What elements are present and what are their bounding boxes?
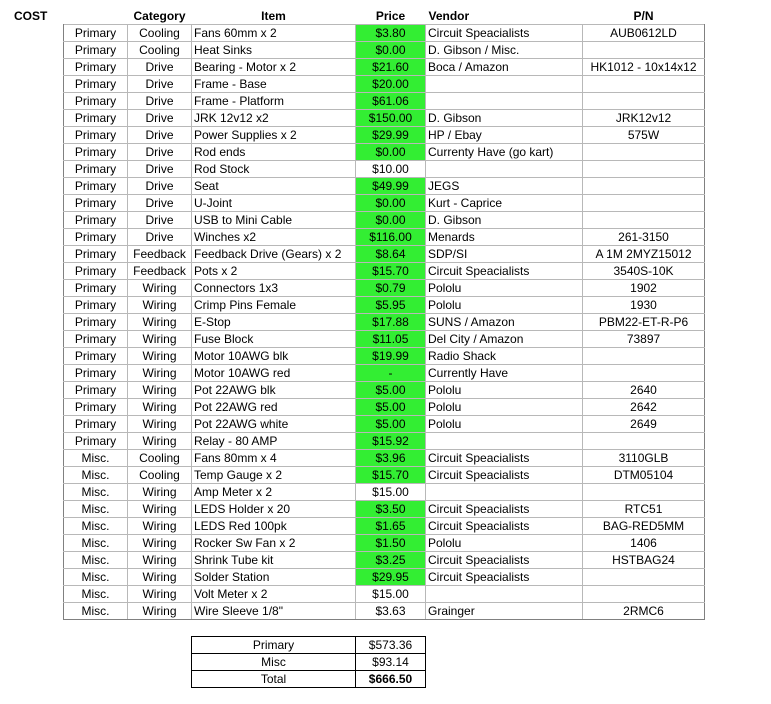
cell-pn[interactable] bbox=[583, 348, 705, 365]
cell-source[interactable]: Misc. bbox=[64, 535, 128, 552]
cell-pn[interactable] bbox=[583, 586, 705, 603]
table-row[interactable] bbox=[64, 365, 705, 382]
table-row[interactable] bbox=[64, 535, 705, 552]
cell-item[interactable]: Motor 10AWG blk bbox=[192, 348, 356, 365]
cell-pn[interactable] bbox=[583, 76, 705, 93]
cell-vendor[interactable]: JEGS bbox=[426, 178, 583, 195]
cost-table bbox=[63, 8, 705, 620]
cell-pn[interactable]: A 1M 2MYZ15012 bbox=[583, 246, 705, 263]
table-row[interactable] bbox=[64, 484, 705, 501]
cell-source[interactable]: Misc. bbox=[64, 552, 128, 569]
cell-source[interactable]: Primary bbox=[64, 246, 128, 263]
cell-vendor[interactable]: Radio Shack bbox=[426, 348, 583, 365]
cell-vendor[interactable] bbox=[426, 484, 583, 501]
cell-pn[interactable]: 2642 bbox=[583, 399, 705, 416]
table-row[interactable] bbox=[64, 382, 705, 399]
cell-item[interactable]: Volt Meter x 2 bbox=[192, 586, 356, 603]
cell-category[interactable]: Wiring bbox=[128, 569, 192, 586]
table-row[interactable] bbox=[64, 144, 705, 161]
cell-item[interactable]: LEDS Red 100pk bbox=[192, 518, 356, 535]
cell-pn[interactable]: PBM22-ET-R-P6 bbox=[583, 314, 705, 331]
cell-vendor[interactable]: Grainger bbox=[426, 603, 583, 620]
table-row[interactable] bbox=[64, 110, 705, 127]
cell-vendor[interactable] bbox=[426, 433, 583, 450]
table-row[interactable] bbox=[64, 433, 705, 450]
cell-category[interactable]: Drive bbox=[128, 229, 192, 246]
cell-category[interactable]: Wiring bbox=[128, 433, 192, 450]
header-source bbox=[64, 8, 128, 25]
cell-pn[interactable] bbox=[583, 365, 705, 382]
cell-price[interactable]: $19.99 bbox=[356, 348, 426, 365]
cell-vendor[interactable]: Pololu bbox=[426, 280, 583, 297]
cell-pn[interactable]: 1930 bbox=[583, 297, 705, 314]
table-row[interactable] bbox=[64, 586, 705, 603]
cell-price[interactable]: $15.00 bbox=[356, 586, 426, 603]
cell-source[interactable]: Primary bbox=[64, 59, 128, 76]
cell-source[interactable]: Primary bbox=[64, 331, 128, 348]
cell-vendor[interactable]: Circuit Speacialists bbox=[426, 569, 583, 586]
cell-category[interactable]: Wiring bbox=[128, 518, 192, 535]
cell-item[interactable]: Motor 10AWG red bbox=[192, 365, 356, 382]
cell-vendor[interactable]: SDP/SI bbox=[426, 246, 583, 263]
table-row[interactable] bbox=[64, 25, 705, 42]
cell-source[interactable]: Primary bbox=[64, 263, 128, 280]
cell-category[interactable]: Wiring bbox=[128, 399, 192, 416]
cell-category[interactable]: Cooling bbox=[128, 467, 192, 484]
cell-pn[interactable]: 1406 bbox=[583, 535, 705, 552]
cell-source[interactable]: Primary bbox=[64, 178, 128, 195]
cell-pn[interactable] bbox=[583, 42, 705, 59]
table-row[interactable] bbox=[64, 297, 705, 314]
header-category: Category bbox=[133, 8, 186, 23]
cell-vendor[interactable]: Circuit Speacialists bbox=[426, 263, 583, 280]
header-item: Item bbox=[261, 8, 286, 23]
cell-vendor[interactable] bbox=[426, 586, 583, 603]
cell-pn[interactable]: 1902 bbox=[583, 280, 705, 297]
cell-vendor[interactable]: Circuit Speacialists bbox=[426, 552, 583, 569]
cell-pn[interactable] bbox=[583, 144, 705, 161]
cell-price[interactable]: $150.00 bbox=[356, 110, 426, 127]
cell-source[interactable]: Misc. bbox=[64, 586, 128, 603]
cell-price[interactable]: $0.79 bbox=[356, 280, 426, 297]
cell-source[interactable]: Misc. bbox=[64, 569, 128, 586]
table-row[interactable] bbox=[64, 331, 705, 348]
totals-value: $93.14 bbox=[356, 654, 426, 671]
cell-vendor[interactable] bbox=[426, 161, 583, 178]
cell-vendor[interactable]: SUNS / Amazon bbox=[426, 314, 583, 331]
cell-price[interactable]: $49.99 bbox=[356, 178, 426, 195]
table-row[interactable] bbox=[64, 59, 705, 76]
totals-label: Primary bbox=[192, 637, 356, 654]
cell-source[interactable]: Misc. bbox=[64, 603, 128, 620]
cell-item[interactable]: Pot 22AWG white bbox=[192, 416, 356, 433]
header-vendor: Vendor bbox=[428, 8, 470, 23]
table-row[interactable] bbox=[64, 518, 705, 535]
cell-price[interactable]: $5.95 bbox=[356, 297, 426, 314]
cell-item[interactable]: Pot 22AWG blk bbox=[192, 382, 356, 399]
cell-vendor[interactable]: HP / Ebay bbox=[426, 127, 583, 144]
cell-pn[interactable]: 2649 bbox=[583, 416, 705, 433]
totals-table bbox=[191, 636, 426, 688]
cell-vendor[interactable]: Del City / Amazon bbox=[426, 331, 583, 348]
cell-category[interactable]: Wiring bbox=[128, 501, 192, 518]
cell-category[interactable]: Drive bbox=[128, 93, 192, 110]
cell-source[interactable]: Primary bbox=[64, 212, 128, 229]
cell-category[interactable]: Cooling bbox=[128, 25, 192, 42]
cell-price[interactable]: $15.92 bbox=[356, 433, 426, 450]
cell-vendor[interactable]: Circuit Speacialists bbox=[426, 501, 583, 518]
cell-category[interactable]: Wiring bbox=[128, 416, 192, 433]
cell-source[interactable]: Misc. bbox=[64, 450, 128, 467]
cell-price[interactable]: $10.00 bbox=[356, 161, 426, 178]
cell-pn[interactable] bbox=[583, 161, 705, 178]
cell-vendor[interactable]: Circuit Speacialists bbox=[426, 518, 583, 535]
cell-source[interactable]: Primary bbox=[64, 433, 128, 450]
cell-source[interactable]: Primary bbox=[64, 280, 128, 297]
cell-category[interactable]: Wiring bbox=[128, 552, 192, 569]
cell-price[interactable]: $21.60 bbox=[356, 59, 426, 76]
cell-pn[interactable] bbox=[583, 212, 705, 229]
cell-vendor[interactable]: Pololu bbox=[426, 297, 583, 314]
cell-source[interactable]: Misc. bbox=[64, 518, 128, 535]
cell-vendor[interactable]: Currently Have bbox=[426, 365, 583, 382]
cell-vendor[interactable]: Circuit Speacialists bbox=[426, 450, 583, 467]
cell-price[interactable]: $8.64 bbox=[356, 246, 426, 263]
cell-item[interactable]: Rod Stock bbox=[192, 161, 356, 178]
cell-source[interactable]: Primary bbox=[64, 348, 128, 365]
cell-pn[interactable] bbox=[583, 569, 705, 586]
totals-value: $573.36 bbox=[356, 637, 426, 654]
cell-category[interactable]: Drive bbox=[128, 127, 192, 144]
cell-category[interactable]: Drive bbox=[128, 161, 192, 178]
cell-item[interactable]: LEDS Holder x 20 bbox=[192, 501, 356, 518]
cell-category[interactable]: Wiring bbox=[128, 348, 192, 365]
cell-vendor[interactable]: Menards bbox=[426, 229, 583, 246]
table-row[interactable] bbox=[64, 178, 705, 195]
cell-category[interactable]: Wiring bbox=[128, 603, 192, 620]
cell-source[interactable]: Primary bbox=[64, 314, 128, 331]
totals-row bbox=[192, 637, 426, 654]
cell-category[interactable]: Wiring bbox=[128, 382, 192, 399]
cell-price[interactable]: - bbox=[356, 365, 426, 382]
cell-source[interactable]: Primary bbox=[64, 195, 128, 212]
cell-item[interactable]: Feedback Drive (Gears) x 2 bbox=[192, 246, 356, 263]
cell-source[interactable]: Misc. bbox=[64, 467, 128, 484]
cell-item[interactable]: Wire Sleeve 1/8" bbox=[192, 603, 356, 620]
cell-source[interactable]: Primary bbox=[64, 25, 128, 42]
sheet-title: COST bbox=[14, 9, 48, 23]
table-row[interactable] bbox=[64, 161, 705, 178]
table-row[interactable] bbox=[64, 246, 705, 263]
cell-category[interactable]: Wiring bbox=[128, 280, 192, 297]
cell-pn[interactable] bbox=[583, 178, 705, 195]
cell-vendor[interactable] bbox=[426, 93, 583, 110]
cell-item[interactable]: Amp Meter x 2 bbox=[192, 484, 356, 501]
cell-price[interactable]: $29.95 bbox=[356, 569, 426, 586]
cell-category[interactable]: Drive bbox=[128, 59, 192, 76]
cell-pn[interactable]: RTC51 bbox=[583, 501, 705, 518]
table-row[interactable] bbox=[64, 450, 705, 467]
cell-price[interactable]: $3.96 bbox=[356, 450, 426, 467]
table-row[interactable] bbox=[64, 212, 705, 229]
totals-value: $666.50 bbox=[356, 671, 426, 688]
cell-item[interactable]: Temp Gauge x 2 bbox=[192, 467, 356, 484]
cell-category[interactable]: Wiring bbox=[128, 586, 192, 603]
totals-row bbox=[192, 671, 426, 688]
cell-pn[interactable]: 575W bbox=[583, 127, 705, 144]
cell-source[interactable]: Primary bbox=[64, 382, 128, 399]
table-row[interactable] bbox=[64, 501, 705, 518]
cell-source[interactable]: Primary bbox=[64, 161, 128, 178]
cell-category[interactable]: Drive bbox=[128, 110, 192, 127]
cell-item[interactable]: Winches x2 bbox=[192, 229, 356, 246]
totals-row bbox=[192, 654, 426, 671]
cell-category[interactable]: Feedback bbox=[128, 263, 192, 280]
cell-category[interactable]: Wiring bbox=[128, 484, 192, 501]
cell-pn[interactable]: 261-3150 bbox=[583, 229, 705, 246]
cell-pn[interactable]: 73897 bbox=[583, 331, 705, 348]
cell-price[interactable]: $1.65 bbox=[356, 518, 426, 535]
cell-vendor[interactable]: Currenty Have (go kart) bbox=[426, 144, 583, 161]
cell-price[interactable]: $15.70 bbox=[356, 467, 426, 484]
cell-price[interactable]: $0.00 bbox=[356, 195, 426, 212]
cell-item[interactable]: JRK 12v12 x2 bbox=[192, 110, 356, 127]
cell-price[interactable]: $5.00 bbox=[356, 399, 426, 416]
table-row[interactable] bbox=[64, 263, 705, 280]
cell-source[interactable]: Primary bbox=[64, 42, 128, 59]
cell-pn[interactable] bbox=[583, 484, 705, 501]
table-row[interactable] bbox=[64, 195, 705, 212]
cell-price[interactable]: $15.00 bbox=[356, 484, 426, 501]
table-row[interactable] bbox=[64, 399, 705, 416]
cell-pn[interactable]: 3540S-10K bbox=[583, 263, 705, 280]
cell-price[interactable]: $0.00 bbox=[356, 42, 426, 59]
totals-label: Total bbox=[192, 671, 356, 688]
cell-item[interactable]: Power Supplies x 2 bbox=[192, 127, 356, 144]
table-body bbox=[64, 25, 705, 620]
cell-vendor[interactable]: Circuit Speacialists bbox=[426, 25, 583, 42]
totals-body bbox=[192, 637, 426, 688]
totals-label: Misc bbox=[192, 654, 356, 671]
table-row[interactable] bbox=[64, 552, 705, 569]
cell-item[interactable]: Relay - 80 AMP bbox=[192, 433, 356, 450]
cell-price[interactable]: $3.50 bbox=[356, 501, 426, 518]
cell-source[interactable]: Primary bbox=[64, 229, 128, 246]
cell-source[interactable]: Primary bbox=[64, 110, 128, 127]
cell-source[interactable]: Primary bbox=[64, 93, 128, 110]
cell-pn[interactable] bbox=[583, 93, 705, 110]
cell-source[interactable]: Primary bbox=[64, 399, 128, 416]
table-row[interactable] bbox=[64, 42, 705, 59]
header-pn: P/N bbox=[633, 8, 654, 23]
cell-pn[interactable]: 2RMC6 bbox=[583, 603, 705, 620]
cell-category[interactable]: Wiring bbox=[128, 365, 192, 382]
cell-item[interactable]: Fans 80mm x 4 bbox=[192, 450, 356, 467]
cell-pn[interactable]: HSTBAG24 bbox=[583, 552, 705, 569]
cell-item[interactable]: Solder Station bbox=[192, 569, 356, 586]
cell-price[interactable]: $17.88 bbox=[356, 314, 426, 331]
table-row[interactable] bbox=[64, 416, 705, 433]
table-row[interactable] bbox=[64, 127, 705, 144]
cell-vendor[interactable]: Pololu bbox=[426, 399, 583, 416]
cell-source[interactable]: Misc. bbox=[64, 501, 128, 518]
cell-pn[interactable]: 2640 bbox=[583, 382, 705, 399]
cell-category[interactable]: Wiring bbox=[128, 297, 192, 314]
cell-price[interactable]: $61.06 bbox=[356, 93, 426, 110]
table-row[interactable] bbox=[64, 569, 705, 586]
cell-vendor[interactable]: D. Gibson bbox=[426, 110, 583, 127]
cell-item[interactable]: E-Stop bbox=[192, 314, 356, 331]
cell-vendor[interactable]: Kurt - Caprice bbox=[426, 195, 583, 212]
cell-item[interactable]: Rocker Sw Fan x 2 bbox=[192, 535, 356, 552]
cell-price[interactable]: $20.00 bbox=[356, 76, 426, 93]
cell-item[interactable]: Connectors 1x3 bbox=[192, 280, 356, 297]
cell-category[interactable]: Drive bbox=[128, 178, 192, 195]
cell-source[interactable]: Primary bbox=[64, 365, 128, 382]
cell-category[interactable]: Drive bbox=[128, 144, 192, 161]
cell-pn[interactable]: BAG-RED5MM bbox=[583, 518, 705, 535]
cell-pn[interactable]: JRK12v12 bbox=[583, 110, 705, 127]
cell-vendor[interactable]: Pololu bbox=[426, 535, 583, 552]
table-row[interactable] bbox=[64, 229, 705, 246]
header-row bbox=[64, 8, 705, 25]
cell-price[interactable]: $5.00 bbox=[356, 416, 426, 433]
cell-pn[interactable]: DTM05104 bbox=[583, 467, 705, 484]
cell-vendor[interactable] bbox=[426, 76, 583, 93]
table-row[interactable] bbox=[64, 467, 705, 484]
cell-item[interactable]: Pot 22AWG red bbox=[192, 399, 356, 416]
cell-item[interactable]: Bearing - Motor x 2 bbox=[192, 59, 356, 76]
cell-pn[interactable] bbox=[583, 195, 705, 212]
cell-price[interactable]: $0.00 bbox=[356, 212, 426, 229]
cell-vendor[interactable]: Boca / Amazon bbox=[426, 59, 583, 76]
cell-category[interactable]: Wiring bbox=[128, 331, 192, 348]
cell-pn[interactable]: 3110GLB bbox=[583, 450, 705, 467]
table-row[interactable] bbox=[64, 76, 705, 93]
cell-category[interactable]: Wiring bbox=[128, 314, 192, 331]
cell-category[interactable]: Feedback bbox=[128, 246, 192, 263]
table-row[interactable] bbox=[64, 280, 705, 297]
cell-item[interactable]: Frame - Base bbox=[192, 76, 356, 93]
cell-category[interactable]: Cooling bbox=[128, 42, 192, 59]
table-row[interactable] bbox=[64, 93, 705, 110]
cell-category[interactable]: Drive bbox=[128, 76, 192, 93]
cell-vendor[interactable]: Pololu bbox=[426, 382, 583, 399]
cell-source[interactable]: Primary bbox=[64, 297, 128, 314]
cell-price[interactable]: $3.25 bbox=[356, 552, 426, 569]
cell-pn[interactable]: HK1012 - 10x14x12 bbox=[583, 59, 705, 76]
cell-pn[interactable]: AUB0612LD bbox=[583, 25, 705, 42]
table-row[interactable] bbox=[64, 603, 705, 620]
cell-item[interactable]: Crimp Pins Female bbox=[192, 297, 356, 314]
cell-category[interactable]: Drive bbox=[128, 212, 192, 229]
cell-item[interactable]: Fans 60mm x 2 bbox=[192, 25, 356, 42]
cell-item[interactable]: Heat Sinks bbox=[192, 42, 356, 59]
cell-item[interactable]: Seat bbox=[192, 178, 356, 195]
cell-source[interactable]: Primary bbox=[64, 127, 128, 144]
cell-price[interactable]: $116.00 bbox=[356, 229, 426, 246]
cell-source[interactable]: Primary bbox=[64, 144, 128, 161]
cell-item[interactable]: U-Joint bbox=[192, 195, 356, 212]
cell-source[interactable]: Primary bbox=[64, 76, 128, 93]
cell-item[interactable]: Rod ends bbox=[192, 144, 356, 161]
cell-item[interactable]: Pots x 2 bbox=[192, 263, 356, 280]
table-row[interactable] bbox=[64, 314, 705, 331]
cell-price[interactable]: $15.70 bbox=[356, 263, 426, 280]
cell-price[interactable]: $0.00 bbox=[356, 144, 426, 161]
cell-source[interactable]: Primary bbox=[64, 416, 128, 433]
cell-price[interactable]: $1.50 bbox=[356, 535, 426, 552]
cell-category[interactable]: Cooling bbox=[128, 450, 192, 467]
cell-price[interactable]: $29.99 bbox=[356, 127, 426, 144]
table-row[interactable] bbox=[64, 348, 705, 365]
cell-vendor[interactable]: Pololu bbox=[426, 416, 583, 433]
cell-price[interactable]: $3.80 bbox=[356, 25, 426, 42]
cell-item[interactable]: Frame - Platform bbox=[192, 93, 356, 110]
cell-price[interactable]: $5.00 bbox=[356, 382, 426, 399]
cell-item[interactable]: Fuse Block bbox=[192, 331, 356, 348]
cell-pn[interactable] bbox=[583, 433, 705, 450]
cell-vendor[interactable]: D. Gibson / Misc. bbox=[426, 42, 583, 59]
cell-category[interactable]: Drive bbox=[128, 195, 192, 212]
cell-vendor[interactable]: D. Gibson bbox=[426, 212, 583, 229]
cell-source[interactable]: Misc. bbox=[64, 484, 128, 501]
cell-item[interactable]: Shrink Tube kit bbox=[192, 552, 356, 569]
cell-price[interactable]: $3.63 bbox=[356, 603, 426, 620]
cell-category[interactable]: Wiring bbox=[128, 535, 192, 552]
cell-vendor[interactable]: Circuit Speacialists bbox=[426, 467, 583, 484]
cell-price[interactable]: $11.05 bbox=[356, 331, 426, 348]
cell-item[interactable]: USB to Mini Cable bbox=[192, 212, 356, 229]
header-price: Price bbox=[375, 8, 406, 23]
